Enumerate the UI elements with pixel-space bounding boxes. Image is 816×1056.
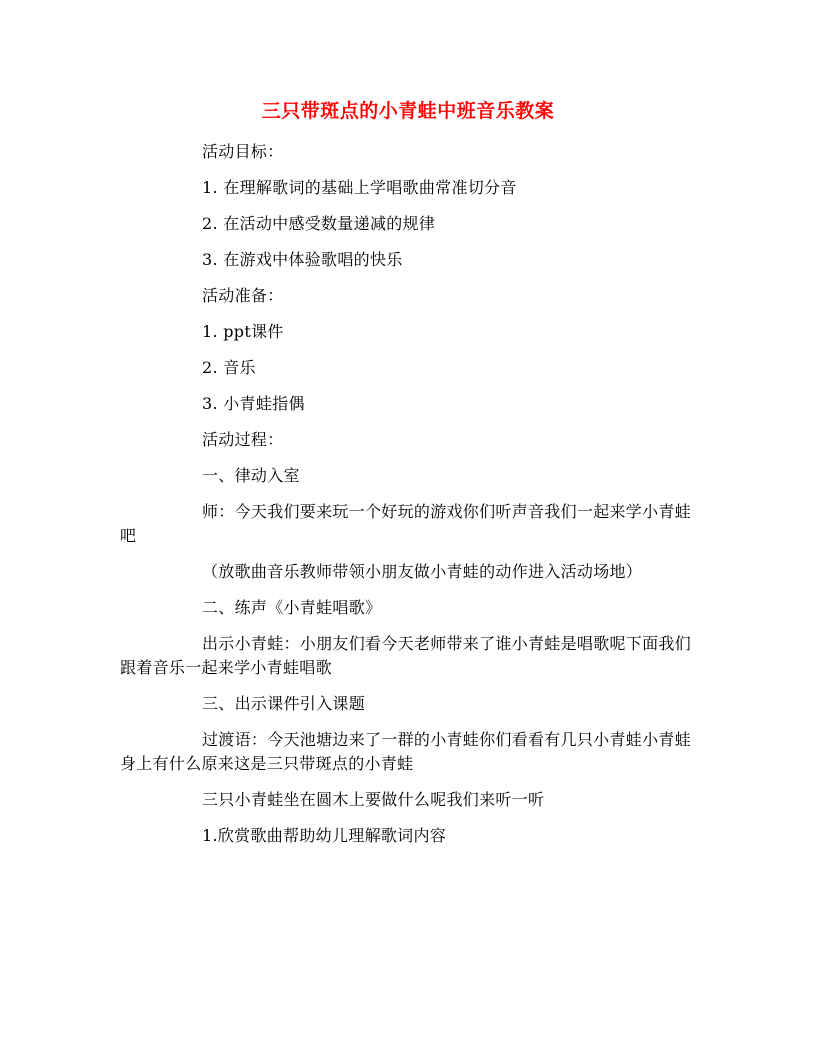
paragraph-transition: 过渡语：今天池塘边来了一群的小青蛙你们看看有几只小青蛙小青蛙身上有什么原来这是三只带斑点的小青蛙 <box>120 730 692 773</box>
document-body <box>120 140 692 860</box>
paragraph-show-frog: 出示小青蛙：小朋友们看今天老师带来了谁小青蛙是唱歌呢下面我们跟着音乐一起来学小青蛙唱歌 <box>120 634 692 677</box>
document-title: 三只带斑点的小青蛙中班音乐教案 <box>261 100 555 122</box>
paragraph-preparation-1: 1. ppt课件 <box>202 322 284 341</box>
paragraph-step-2-heading: 二、练声《小青蛙唱歌》 <box>202 598 382 617</box>
paragraph-music-entry: （放歌曲音乐教师带领小朋友做小青蛙的动作进入活动场地） <box>202 562 643 581</box>
paragraph-objective-3: 3. 在游戏中体验歌唱的快乐 <box>202 250 403 269</box>
paragraph-preparation-2: 2. 音乐 <box>202 358 256 377</box>
paragraph-three-frogs: 三只小青蛙坐在圆木上要做什么呢我们来听一听 <box>202 790 545 809</box>
paragraph-step-1-heading: 一、律动入室 <box>202 466 300 485</box>
paragraph-preparation-heading: 活动准备： <box>202 286 284 305</box>
paragraph-appreciate-song: 1.欣赏歌曲帮助幼儿理解歌词内容 <box>202 826 447 845</box>
paragraph-objectives-heading: 活动目标： <box>202 142 284 161</box>
paragraph-objective-2: 2. 在活动中感受数量递减的规律 <box>202 214 436 233</box>
paragraph-objective-1: 1. 在理解歌词的基础上学唱歌曲常准切分音 <box>202 178 517 197</box>
paragraph-preparation-3: 3. 小青蛙指偶 <box>202 394 305 413</box>
paragraph-process-heading: 活动过程： <box>202 430 284 449</box>
paragraph-step-3-heading: 三、出示课件引入课题 <box>202 694 366 713</box>
paragraph-teacher-intro: 师：今天我们要来玩一个好玩的游戏你们听声音我们一起来学小青蛙吧 <box>120 502 692 545</box>
